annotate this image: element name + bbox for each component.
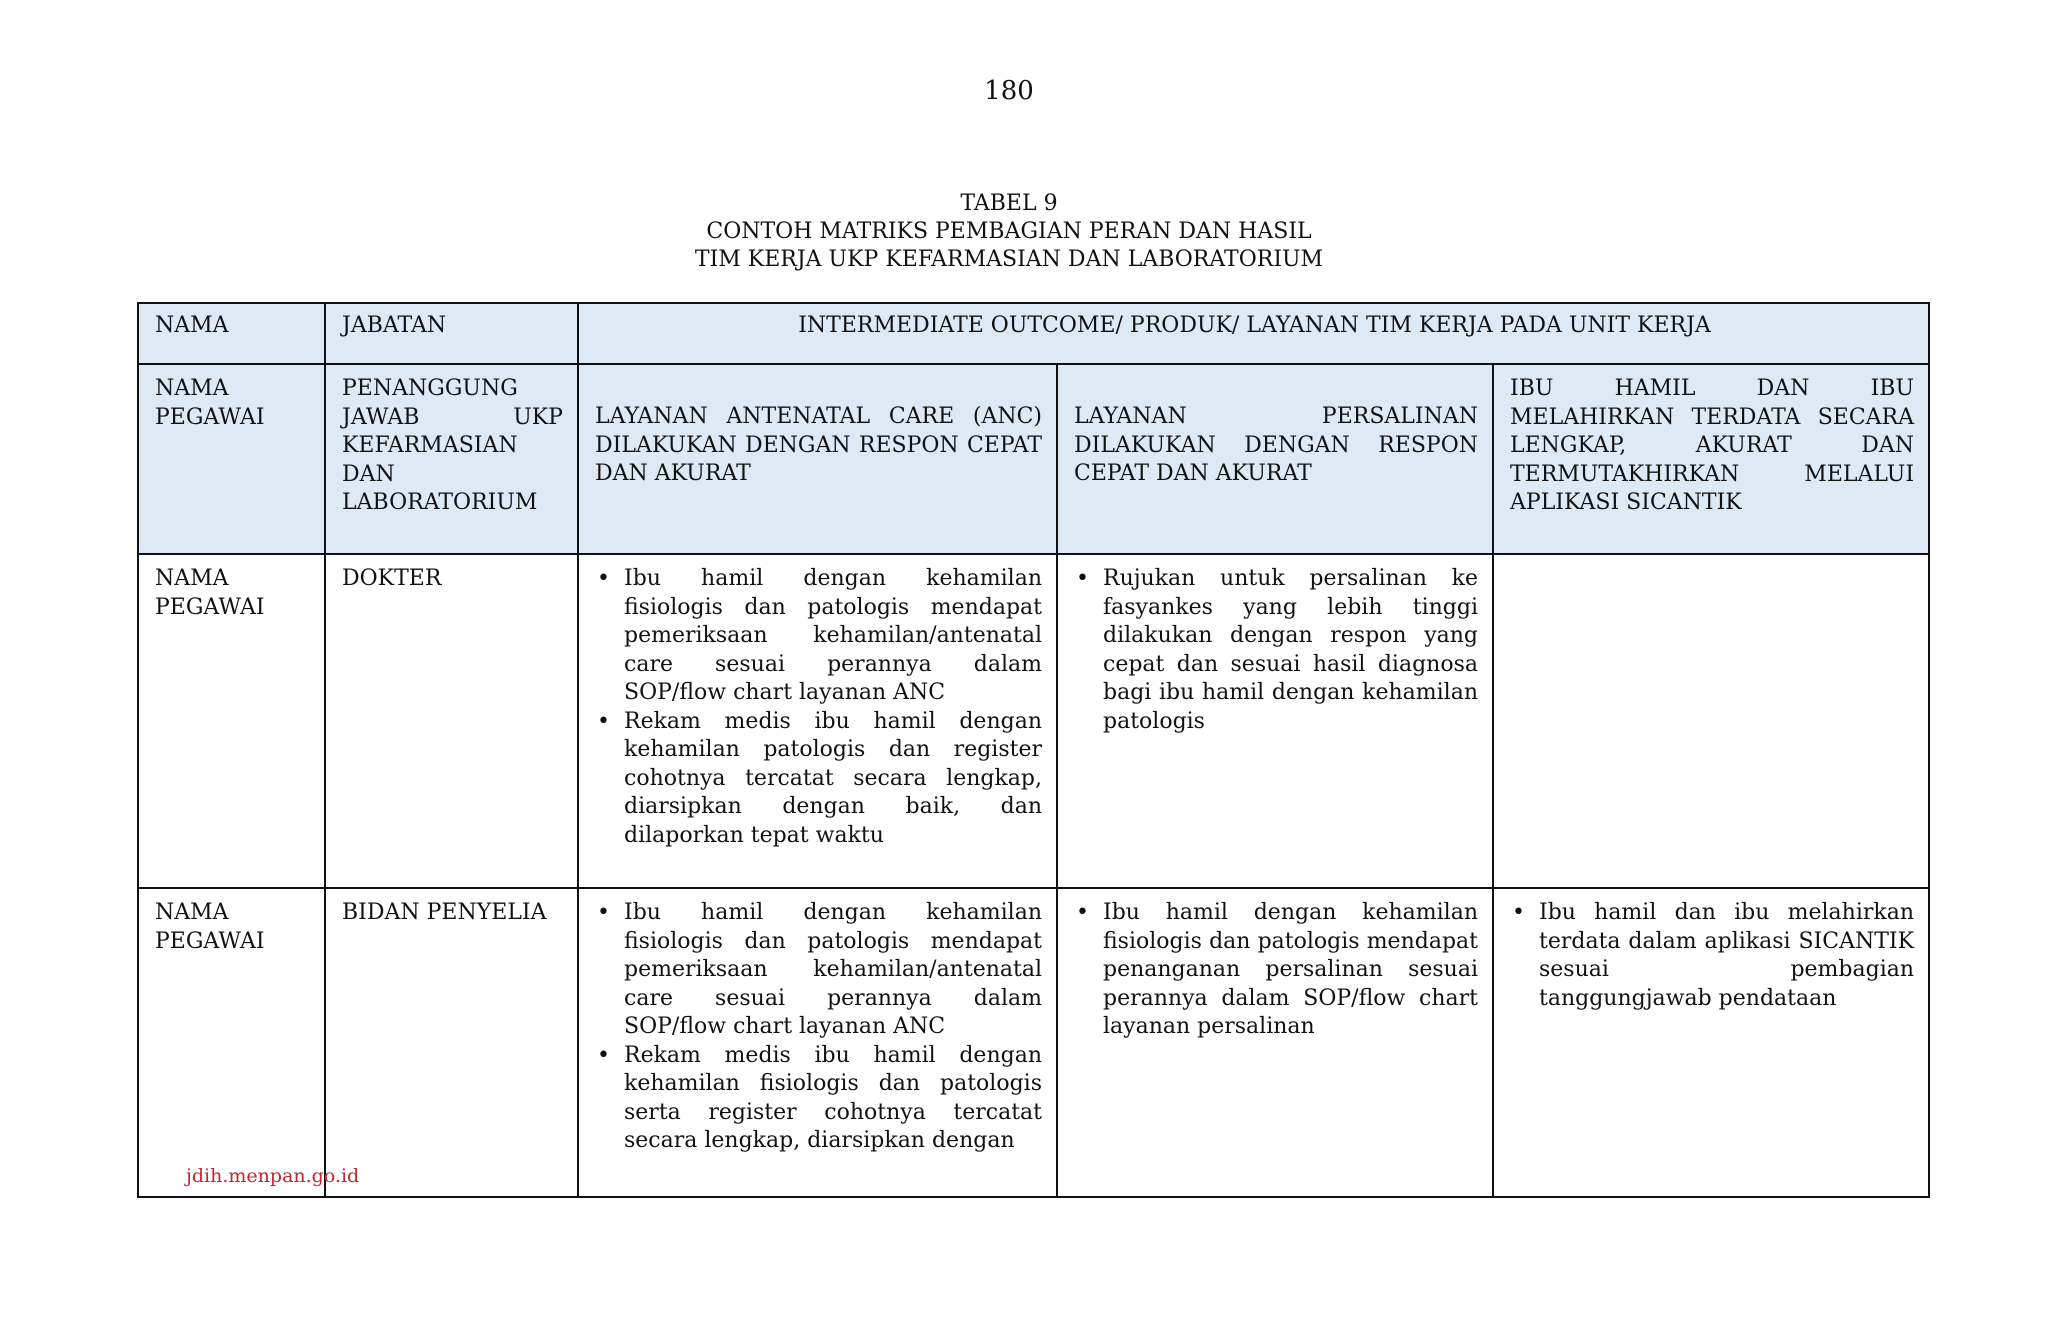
source-link[interactable]: jdih.menpan.go.id xyxy=(186,1165,360,1187)
row-anc-cell xyxy=(578,554,1057,888)
list-item-text: Rekam medis ibu hamil dengan kehamilan patologis dan register cohotnya tercatat secara lengkap, diarsipkan dengan baik, dan dilaporkan tepat waktu xyxy=(624,708,1042,848)
bullet-icon: • xyxy=(1076,566,1089,591)
row-persalinan-cell xyxy=(1057,554,1493,888)
table-row xyxy=(138,888,1929,1197)
row-sicantik-cell xyxy=(1493,554,1929,888)
subheader-jabatan: PENANGGUNG JAWAB UKP KEFARMASIAN DAN LABORATORIUM xyxy=(325,364,578,554)
header-jabatan: JABATAN xyxy=(325,303,578,364)
role-matrix-table xyxy=(137,302,1930,1198)
list-item xyxy=(595,565,1042,708)
table-title-line-1: TABEL 9 xyxy=(960,191,1058,216)
bullet-icon: • xyxy=(1512,900,1525,925)
bullet-icon: • xyxy=(597,566,610,591)
list-item-text: Ibu hamil dan ibu melahirkan terdata dalam aplikasi SICANTIK sesuai pembagian tanggungjawab pendataan xyxy=(1539,900,1915,1011)
row-nama: NAMA PEGAWAI xyxy=(138,888,325,1197)
list-item xyxy=(595,1042,1042,1156)
row-persalinan-cell xyxy=(1057,888,1493,1197)
row-sicantik-cell xyxy=(1493,888,1929,1197)
bullet-icon: • xyxy=(1076,900,1089,925)
bullet-icon: • xyxy=(597,1042,610,1068)
list-item-text: Rekam medis ibu hamil dengan kehamilan fisiologis dan patologis serta register cohotnya tercatat secara lengkap, diarsipkan dengan xyxy=(624,1042,1042,1153)
list-item xyxy=(595,708,1042,851)
list-item xyxy=(595,899,1042,1042)
subheader-persalinan: LAYANAN PERSALINAN DILAKUKAN DENGAN RESPON CEPAT DAN AKURAT xyxy=(1057,364,1493,554)
subheader-sicantik: IBU HAMIL DAN IBU MELAHIRKAN TERDATA SECARA LENGKAP, AKURAT DAN TERMUTAKHIRKAN MELALUI APLIKASI SICANTIK xyxy=(1493,364,1929,554)
list-item xyxy=(1510,899,1914,1013)
table-title-line-2: CONTOH MATRIKS PEMBAGIAN PERAN DAN HASIL xyxy=(706,219,1312,244)
bullet-icon: • xyxy=(597,900,610,925)
header-nama: NAMA xyxy=(138,303,325,364)
header-outcome: INTERMEDIATE OUTCOME/ PRODUK/ LAYANAN TIM KERJA PADA UNIT KERJA xyxy=(578,303,1929,364)
row-jabatan: DOKTER xyxy=(325,554,578,888)
table-subheader-row xyxy=(138,364,1929,554)
list-item xyxy=(1074,899,1478,1042)
subheader-anc: LAYANAN ANTENATAL CARE (ANC) DILAKUKAN DENGAN RESPON CEPAT DAN AKURAT xyxy=(578,364,1057,554)
table-title xyxy=(0,190,2018,274)
subheader-nama: NAMA PEGAWAI xyxy=(138,364,325,554)
list-item-text: Rujukan untuk persalinan ke fasyankes yang lebih tinggi dilakukan dengan respon yang cepat dan sesuai hasil diagnosa bagi ibu hamil dengan kehamilan patologis xyxy=(1103,566,1478,734)
row-jabatan: BIDAN PENYELIA xyxy=(325,888,578,1197)
table-header-row xyxy=(138,303,1929,364)
list-item-text: Ibu hamil dengan kehamilan fisiologis dan patologis mendapat penanganan persalinan sesuai perannya dalam SOP/flow chart layanan persalinan xyxy=(1103,900,1478,1039)
page-number: 180 xyxy=(984,76,1034,106)
row-nama: NAMA PEGAWAI xyxy=(138,554,325,888)
list-item-text: Ibu hamil dengan kehamilan fisiologis dan patologis mendapat pemeriksaan kehamilan/antenatal care sesuai perannya dalam SOP/flow chart layanan ANC xyxy=(624,566,1042,705)
table-title-line-3: TIM KERJA UKP KEFARMASIAN DAN LABORATORIUM xyxy=(694,247,1324,272)
table-row xyxy=(138,554,1929,888)
list-item-text: Ibu hamil dengan kehamilan fisiologis dan patologis mendapat pemeriksaan kehamilan/antenatal care sesuai perannya dalam SOP/flow chart layanan ANC xyxy=(624,900,1042,1039)
row-anc-cell xyxy=(578,888,1057,1197)
list-item xyxy=(1074,565,1478,736)
bullet-icon: • xyxy=(597,708,610,734)
